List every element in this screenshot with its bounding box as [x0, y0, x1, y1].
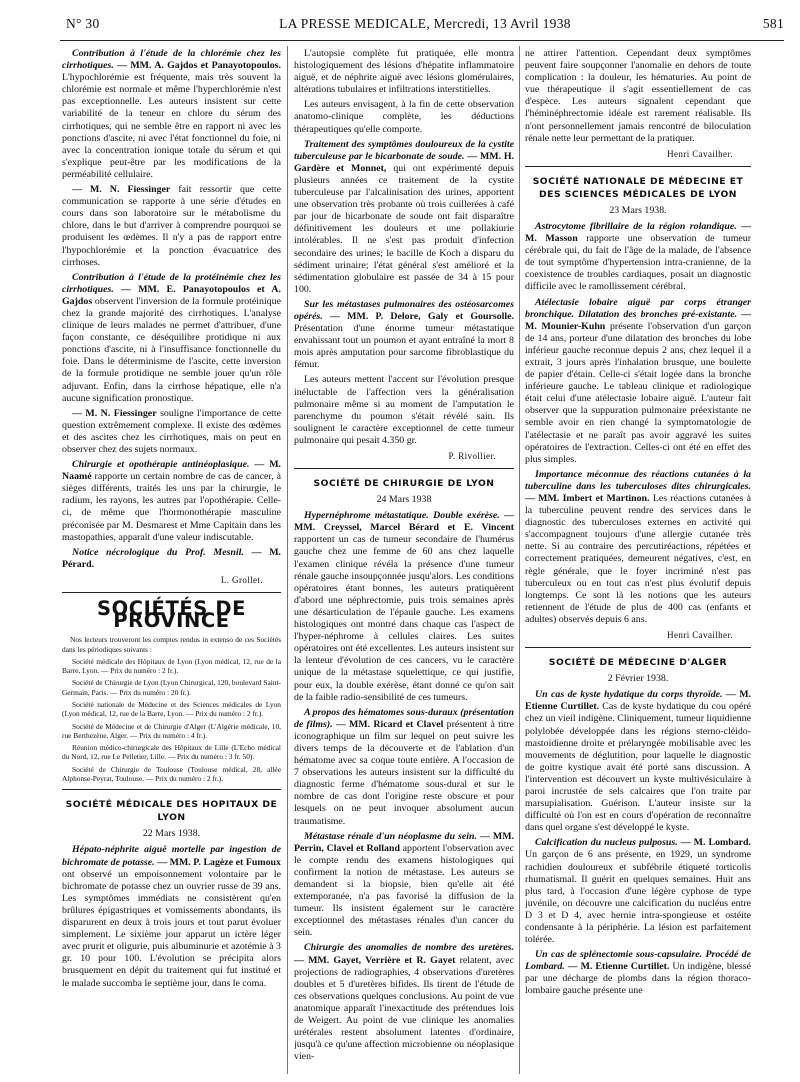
- abstract-opotherapie: Chirurgie et opothérapie antinéoplasique. — M. Naamé rapporte un certain nombre de cas de cancer, à sièges différents, traités les uns par la chirurgie, le radium, les rayons, les autres par l'opothérapie. Celle-ci, de même que l'hormonothérapie masculine préconisée par M. Desmarest et Mme Capitain dans les mastopathies, apparaît d'une valeur indiscutable.: [62, 459, 281, 543]
- section-rule: [525, 166, 751, 167]
- periodicals-intro: Nos lecteurs trouveront les comptes rendus in extenso de ces Sociétés dans les périodiques suivants :: [62, 635, 281, 654]
- abstract-ureteres: Chirurgie des anomalies de nombre des uretères. — MM. Gayet, Verrière et R. Gayet relatent, avec projections de radiographies, 4 observations d'uretères doubles et 5 d'uretères bifides. Ils tirent de l'étude de ces observations quelques conclusions. Au point de vue anatomique apparaît l'inexactitude des prétendues lois de Weigert. Au point de vue clinique les anomalies urétérales restent absolument latentes d'ordinaire, jusqu'à ce qu'une affection microbienne ou néoplasique vien-: [294, 942, 514, 1063]
- periodical-item: Société médicale des Hôpitaux de Lyon (Lyon médical, 12, rue de la Barre, Lyon. — Prix du numéro : 2 fr.).: [62, 656, 281, 676]
- section-title: SOCIÉTÉS DE PROVINCE: [96, 597, 247, 633]
- session-date: 2 Février 1938.: [607, 673, 669, 685]
- section-rule: [62, 789, 281, 790]
- section-rule: [294, 468, 514, 469]
- notice-necrologique: Notice nécrologique du Prof. Mesnil. — M. Pérard.: [62, 546, 281, 570]
- session-date: 23 Mars 1938.: [609, 204, 667, 216]
- header-rule: [60, 40, 784, 41]
- abstract-atelectasie: Atélectasie lobaire aiguë par corps étranger bronchique. Dilatation des bronches pré-existante. — M. Mounier-Kuhn présente l'observation d'un garçon de 14 ans, porteur d'une dilatation des bronches du lobe inférieur gauche reconnue depuis 2 ans, chez lequel il a extrait, 3 jours après l'inhalation brusque, une boulette de papier d'étain. Celle-ci s'était logée dans la bronche inférieure gauche. Le tableau clinique et radiologique était celui d'une atélectasie lobaire aiguë. L'auteur fait observer que la suppuration pulmonaire préexistante ne semble avoir en rien changé la symptomatologie de l'atélectasie et ne paraît pas avoir aggravé les suites opératoires de l'extraction. Celles-ci ont été en effet des plus simples.: [525, 296, 751, 465]
- discussion-fiessinger-1: — M. N. Fiessinger fait ressortir que cette communication se rapporte à une série d'études en cours dans son laboratoire sur le métabolisme du chlore, dans le but d'arriver à comprendre pourquoi se produisent les œdèmes. Il n'y a pas de rapport entre l'hypochlorémie et la ponction évacuatrice des cirrhoses.: [62, 184, 281, 268]
- society-heading: SOCIÉTÉ DE CHIRURGIE DE LYON: [313, 478, 495, 490]
- abstract-tuberculine: Importance méconnue des réactions cutanées à la tuberculine dans les tuberculoses dites chirurgicales. — MM. Imbert et Martinon. Les réactions cutanées à la tuberculine peuvent rendre des services dans le diagnostic des tuberculoses externes en activité qui s'accompagnent toujours d'une allergie cutanée très nette. Si au contraire des percutiréactions, répétées et correctement pratiquées, demeurent négatives, c'est, en règle générale, que le foyer incriminé n'est pas tuberculeux ou en tout cas n'est plus évolutif depuis longtemps. Ce sont là les notions que les auteurs retiennent de l'étude de plus de 400 cas (enfants et adultes) observés depuis 6 ans.: [525, 468, 751, 625]
- society-heading: SOCIÉTÉ MÉDICALE DES HOPITAUX DE LYON: [65, 799, 278, 824]
- abstract-proteinemie: Contribution à l'étude de la protéinémie chez les cirrhotiques. — MM. E. Panayotopoulos et A. Gajdos observent l'inversion de la formule protéinique chez la grande majorité des cirrhotiques. L'analyse clinique de leurs malades ne permet d'attribuer, d'une façon constante, ce déséquilibre protidique ni aux ponctions d'ascite, ni à l'insuffisance fonctionnelle du foie. Dans le déterminisme de l'ascite, cette inversion de la formule protidique ne semble jouer qu'un rôle adjuvant. Enfin, dans la cirrhose hépatique, elle n'a aucune signification pronostique.: [62, 271, 281, 404]
- journal-title: LA PRESSE MEDICALE, Mercredi, 13 Avril 1938: [279, 16, 571, 31]
- page-number: 581: [762, 16, 784, 31]
- column-divider: [519, 46, 520, 1074]
- abstract-cystite: Traitement des symptômes douloureux de la cystite tuberculeuse par le bicarbonate de soude. — MM. H. Gardère et Monnet, qui ont expérimenté depuis plusieurs années ce traitement de la cystite tuberculeuse par l'alcalinisation des urines, apportent une observation très probante où trois cuillerées à café par jour de bicarbonate de soude ont fait disparaître définitivement les douleurs et une pollakiurie intolérables. Il ne s'est pas produit d'infection secondaire des urines; le bacille de Koch a disparu du sédiment urinaire; l'état général s'est amélioré et la sédimentation globulaire est passée de 34 à 15 pour 100.: [294, 138, 514, 295]
- abstract-astrocytome: Astrocytome fibrillaire de la région rolandique. — M. Masson rapporte une observation de tumeur cérébrale qui, du fait de l'âge de la malade, de l'absence de tout symptôme d'hypertension intra-cranienne, de la coexistence de troubles cardiaques, posait un diagnostic difficile avec le ramollissement cérébral.: [525, 220, 751, 293]
- signature: P. Rivollier.: [448, 451, 496, 461]
- discussion-fiessinger-2: — M. N. Fiessinger souligne l'importance de cette question extrêmement complexe. Il existe des œdèmes et des ascites chez les cirrhotiques, mais on peut en observer chez des sujets normaux.: [62, 407, 281, 455]
- abstract-hepato-nephrite: Hépato-néphrite aiguë mortelle par ingestion de bichromate de potasse. — MM. P. Lagèze et Fumoux ont observé un empoisonnement volontaire par le bichromate de potasse chez un ouvrier russe de 39 ans. Les symptômes immédiats ne consistèrent qu'en brûlures épigastriques et vomissements abondants, ils disparurent en deux à trois jours et tout parut évoluer simplement. Le sixième jour apparut un ictère léger avec prurit et oligurie, puis albuminurie et azotémie à 3 gr. 10 pour 100. L'évolution se précipita alors brusquement en dépit du traitement qui fut institué et le malade succomba le septième jour, dans le coma.: [62, 844, 281, 989]
- paragraph: ne attirer l'attention. Cependant deux symptômes peuvent faire soupçonner l'anomalie en dehors de toute complication : la douleur, les hématuries. Au point de vue thérapeutique il s'agit essentiellement de cas d'espèce. Les auteurs signalent cependant que l'héminéphrectomie idéale est rarement réalisable. Ils n'ont personnellement jamais rencontré de biloculation rénale nette leur permettant de la pratiquer.: [525, 48, 751, 144]
- abstract-osteosarcomes: Sur les métastases pulmonaires des ostéosarcomes opérés. — MM. P. Delore, Galy et Goursolle. Présentation d'une énorme tumeur métastatique envahissant tout un poumon et ayant entraîné la mort 8 mois après amputation pour sarcome fibroblastique du fémur.: [294, 298, 514, 371]
- abstract-kyste-hydatique: Un cas de kyste hydatique du corps thyroïde. — M. Etienne Curtillet. Cas de kyste hydatique du cou opéré chez un vieil indigène. Cliniquement, tumeur liquidienne polylobée développée dans les régions sterno-cléido-mastoïdienne droite et prélaryngée mobilisable avec les mouvements de déglutition, pour laquelle le diagnostic de goitre kystique avait été porté sans discussion. A l'intervention est découvert un kyste multivésiculaire à paroi incrustée de sels calcaires que l'on traite par marsupialisation. Guérison. L'auteur insiste sur la difficulté où l'on est en cours d'opération de reconnaître dans quel organe s'est développé le kyste.: [525, 689, 751, 834]
- society-heading: SOCIÉTÉ NATIONALE DE MÉDECINE ET DES SCIENCES MÉDICALES DE LYON: [532, 175, 744, 200]
- running-header: [66, 16, 784, 36]
- abstract-hematomes: A propos des hématomes sous-duraux (présentation de films). — MM. Ricard et Clavel présentent à titre iconographique un film sur lequel on peut suivre les divers temps de la découverte et de l'ablation d'un hématome avec sa coque toute entière. A l'occasion de 7 observations les auteurs insistent sur la difficulté du diagnostic ferme d'hématome sous-dural et sur le nombre de cas dont l'origine reste obscure et pour lesquels on ne peut invoquer absolument aucun traumatisme.: [294, 706, 514, 827]
- session-date: 24 Mars 1938: [376, 494, 432, 506]
- section-rule: [525, 647, 751, 648]
- periodical-item: Société de Chirurgie de Lyon (Lyon Chirurgical, 120, boulevard Saint-Germain, Paris. — Prix du numéro : 20 fr.).: [62, 678, 281, 697]
- abstract-metastase-renale: Métastase rénale d'un néoplasme du sein. — MM. Perrin, Clavel et Rolland apportent l'observation avec le compte rendu des examens histologiques qui confirment la notion de métastase. Les auteurs se demandent si la biopsie, bien qu'elle ait été extemporanée, n'a pas favorisé la diffusion de la tumeur. Ils insistent également sur le caractère exceptionnel des métastases rénales d'un cancer du sein.: [294, 830, 514, 939]
- paragraph: Les auteurs mettent l'accent sur l'évolution presque inéluctable de l'affection vers la généralisation pulmonaire même si au moment de l'amputation le parenchyme du poumon s'était révélé sain. Ils soulignent le caractère exceptionnel de cette tumeur pulmonaire qui pesait 4.350 gr.: [294, 374, 514, 446]
- column-divider: [287, 46, 288, 1074]
- periodical-item: Société nationale de Médecine et des Sciences médicales de Lyon (Lyon médical, 12, rue de la Barre, Lyon. — Prix du numéro : 2 fr.).: [62, 700, 281, 719]
- periodical-item: Réunion médico-chirurgicale des Hôpitaux de Lille (L'Echo médical du Nord, 12, rue Le Pelletier, Lille. — Prix du numéro : 3 fr. 50).: [62, 743, 281, 762]
- abstract-nucleus-pulposus: Calcification du nucleus pulposus. — M. Lombard. Un garçon de 6 ans présente, en 1929, un syndrome rachidien douloureux et subfébrile étiqueté torticolis rhumatismal. Il guérit en quelques semaines. Huit ans plus tard, à l'occasion d'une légère cyphose de type juvénile, on découvre une calcification du nucléus entre D 3 et D 4, avec hernie intra-spongieuse et ostéite condensante à la périphérie. La lésion est parfaitement tolérée.: [525, 837, 751, 946]
- column-3: [525, 48, 751, 1074]
- signature: Henri Cavailher.: [667, 630, 733, 641]
- periodical-item: Société de Chirurgie de Toulouse (Toulouse médical, 28, allée Alphonse-Peyrat, Toulouse. — Prix du numéro : 2 fr.).: [62, 764, 281, 784]
- signature: L. Grollet.: [220, 574, 263, 585]
- column-1: [62, 48, 281, 1074]
- signature: Henri Cavailher.: [667, 148, 733, 159]
- paragraph: L'autopsie complète fut pratiquée, elle montra histologiquement des lésions d'hépatite inflammatoire aiguë, et de néphrite aiguë avec lésions glomérulaires, altérations tubulaires et infiltrations interstitielles.: [294, 48, 514, 96]
- society-heading: SOCIÉTÉ DE MÉDECINE D'ALGER: [548, 657, 728, 669]
- abstract-splenectomie: Un cas de splénectomie sous-capsulaire. Procédé de Lombard. — M. Etienne Curtillet. Un indigène, blessé par une décharge de plombs dans la région thoraco-lombaire gauche présente une: [525, 949, 751, 997]
- abstract-hypernephrome: Hypernéphrome métastatique. Double exérèse. — MM. Creyssel, Marcel Bérard et E. Vincent rapportent un cas de tumeur secondaire de l'humérus gauche chez une femme de 60 ans chez laquelle l'examen clinique révéla la présence d'une tumeur rénale gauche insoupçonnée jusqu'alors. Les conditions opératoires étant bonnes, les auteurs pratiquèrent d'abord une néphrectomie, puis trois semaines après une désarticulation de l'épaule gauche. Les examens histologiques ont montré dans chaque cas l'aspect de l'hyper-néphrome à cellules claires. Les suites opératoires ont été excellentes. Les auteurs insistent sur la lenteur d'évolution de ces cancers, vu le caractère unique de la métastase squelettique, ce qui justifie, pour eux, la double exérèse, étant donné ce qu'on sait de la faible radio-sensibilité de ces tumeurs.: [294, 510, 514, 703]
- periodical-item: Société de Médecine et de Chirurgie d'Alger (L'Algérie médicale, 10, rue Berthezène, Alger. — Prix du numéro : 4 fr.).: [62, 721, 281, 740]
- session-date: 22 Mars 1938.: [142, 828, 201, 840]
- section-rule: [62, 592, 281, 593]
- column-2: [294, 48, 514, 1074]
- issue-number: N° 30: [66, 16, 100, 31]
- paragraph: Les auteurs envisagent, à la fin de cette observation anatomo-clinique complète, les déductions thérapeutiques qu'elle comporte.: [294, 99, 514, 135]
- abstract-chloremie: Contribution à l'étude de la chlorémie chez les cirrhotiques. — MM. A. Gajdos et Panayotopoulos. L'hypochlorémie est fréquente, mais très souvent la chlorémie est normale et même l'hyperchlorémie n'est pas exceptionnelle. Les auteurs insistent sur cette variabilité de la teneur en chlore du sérum des cirrhotiques, qui ne semble être en rapport ni avec les ponctions d'ascite, ni avec l'état fonctionnel du foie, ni avec la concentration ionique totale du sérum et qui s'explique peut-être par les modifications de la perméabilité cellulaire.: [62, 48, 281, 180]
